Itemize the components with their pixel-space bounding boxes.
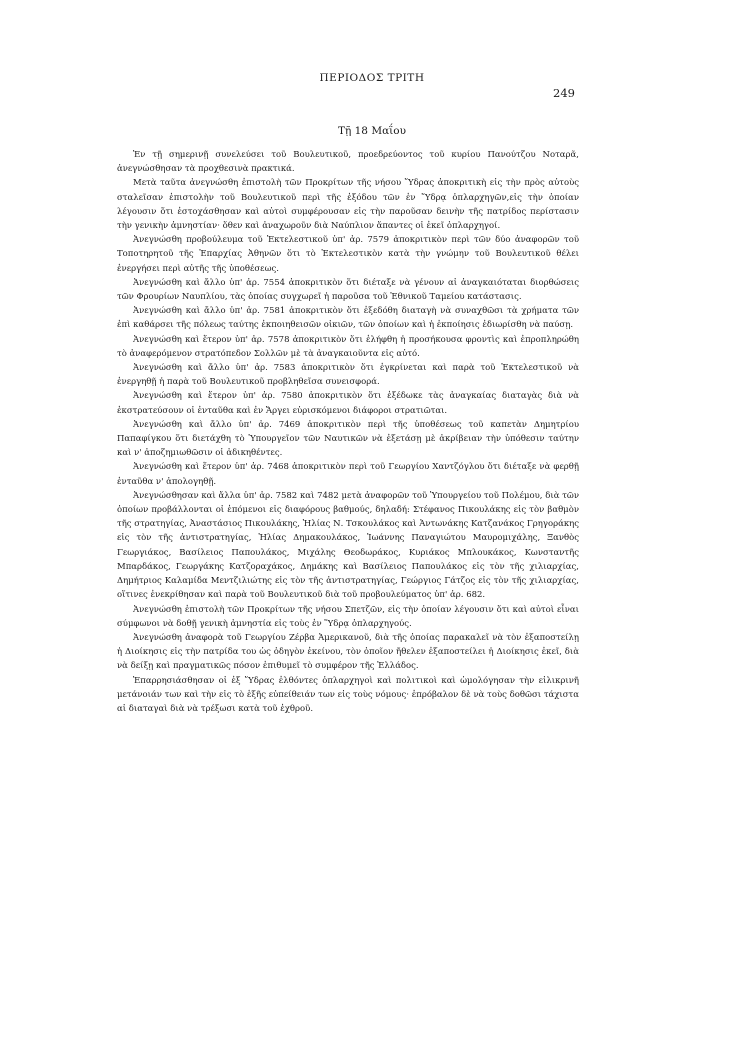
paragraph-proposal-7583: Ἀνεγνώσθη καὶ ἄλλο ὑπ' ἀρ. 7583 ἀποκριτικὸν ὅτι ἐγκρίνεται καὶ παρὰ τοῦ Ἐκτελεστικοῦ νὰ ἐνεργηθῇ ἡ παρὰ τοῦ Βουλευτικοῦ προβληθεῖσα συνεισφορά. — [117, 363, 579, 388]
paragraph-promotions: Ἀνεγνώσθησαν καὶ ἄλλα ὑπ' ἀρ. 7582 καὶ 7482 μετὰ ἀναφορῶν τοῦ Ὑπουργείου τοῦ Πολέμου, διὰ τῶν ὁποίων προβάλλονται οἱ ἑπόμενοι εἰς διαφόρους βαθμούς, δηλαδή: Στέφανος Πικουλάκης εἰς τὸν βαθμὸν τῆς στρατηγίας, Ἀναστάσιος Πικουλάκης, Ἠλίας Ν. Τσκουλάκος καὶ Ἀντωνάκης Κατζανάκος Γρηγοράκης εἰς τὸν τῆς ἀντιστρατηγίας, Ἠλίας Δημακουλάκος, Ἰωάννης Παναγιώτου Μαυρομιχάλης, Ξανθὸς Γεωργιάκος, Βασίλειος Παπουλάκος, Μιχάλης Θεοδωράκος, Κυριάκος Μπλουκάκος, Κωνσταντῆς Μπαρδάκος, Γεωργάκης Κατζοραχάκος, Δημάκης καὶ Βασίλειος Παπουλάκος εἰς τὸν τῆς χιλιαρχίας, Δημήτριος Καλαμίδα Μεντζιλιώτης εἰς τὸν τῆς ἀντιστρατηγίας, Γεώργιος Γάτζος εἰς τὸν τῆς χιλιαρχίας, οἵτινες ἐνεκρίθησαν καὶ παρὰ τοῦ Βουλευτικοῦ διὰ τοῦ προβουλεύματος ὑπ' ἀρ. 682. — [117, 490, 579, 601]
page-number: 249 — [553, 86, 575, 100]
paragraph-proposal-7469: Ἀνεγνώσθη καὶ ἄλλο ὑπ' ἀρ. 7469 ἀποκριτικὸν περὶ τῆς ὑποθέσεως τοῦ καπετὰν Δημητρίου Παπαφίγκου ὅτι διετάχθη τὸ Ὑπουργεῖον τῶν Ναυτικῶν νὰ ἐξετάσῃ μὲ ἀκρίβειαν τὴν ὑπόθεσιν ταύτην καὶ ν' ἀποζημιωθῶσιν οἱ ἀδικηθέντες. — [117, 419, 579, 459]
paragraph-opening: Ἐν τῇ σημερινῇ συνελεύσει τοῦ Βουλευτικοῦ, προεδρεύοντος τοῦ κυρίου Πανούτζου Νοταρᾶ, ἀνεγνώσθησαν τὰ προχθεσινὰ πρακτικά. — [117, 150, 579, 175]
running-header-title: ΠΕΡΙΟΔΟΣ ΤΡΙΤΗ — [319, 72, 425, 84]
paragraph-proposal-7554: Ἀνεγνώσθη καὶ ἄλλο ὑπ' ἀρ. 7554 ἀποκριτικὸν ὅτι διέταξε νὰ γένουν αἱ ἀναγκαιόταται διορθώσεις τῶν Φρουρίων Ναυπλίου, τὰς ὁποίας συγχωρεῖ ἡ παροῦσα τοῦ Ἐθνικοῦ Ταμείου κατάστασις. — [117, 277, 579, 303]
paragraph-proposal-7578: Ἀνεγνώσθη καὶ ἕτερον ὑπ' ἀρ. 7578 ἀποκριτικὸν ὅτι ἐλήφθη ἡ προσήκουσα φροντὶς καὶ ἐπροπληρώθη τὸ ἀναφερόμενον στρατόπεδον Σολλῶν μὲ τὰ ἀναγκαιοῦντα εἰς αὐτό. — [117, 334, 579, 359]
paragraph-proposal-7580: Ἀνεγνώσθη καὶ ἕτερον ὑπ' ἀρ. 7580 ἀποκριτικὸν ὅτι ἐξέδωκε τὰς ἀναγκαίας διαταγὰς διὰ νὰ ἐκστρατεύσουν οἱ ἐνταῦθα καὶ ἐν Ἄργει εὑρισκόμενοι διάφοροι στρατιῶται. — [117, 391, 579, 416]
paragraph-spetses-letter: Ἀνεγνώσθη ἐπιστολὴ τῶν Προκρίτων τῆς νήσου Σπετζῶν, εἰς τὴν ὁποίαν λέγουσιν ὅτι καὶ αὐτοὶ εἶναι σύμφωνοι νὰ δοθῇ γενικὴ ἀμνηστία εἰς τοὺς ἐν Ὕδρᾳ ὁπλαρχηγούς. — [117, 604, 579, 629]
paragraph-proposal-7579: Ἀνεγνώσθη προβούλευμα τοῦ Ἐκτελεστικοῦ ὑπ' ἀρ. 7579 ἀποκριτικὸν περὶ τῶν δύο ἀναφορῶν τοῦ Τοποτηρητοῦ τῆς Ἐπαρχίας Ἀθηνῶν ὅτι τὸ Ἐκτελεστικὸν κατὰ τὴν γνώμην τοῦ Βουλευτικοῦ θέλει ἐνεργήσει περὶ αὐτῆς τῆς ὑποθέσεως. — [117, 235, 579, 274]
paragraph-proposal-7468: Ἀνεγνώσθη καὶ ἕτερον ὑπ' ἀρ. 7468 ἀποκριτικὸν περὶ τοῦ Γεωργίου Χαντζόγλου ὅτι διέταξε νὰ φερθῇ ἐνταῦθα ν' ἀπολογηθῇ. — [117, 462, 579, 487]
minutes-body — [117, 148, 579, 716]
paragraph-zerva-petition: Ἀνεγνώσθη ἀναφορὰ τοῦ Γεωργίου Ζέρβα Ἀμερικανοῦ, διὰ τῆς ὁποίας παρακαλεῖ νὰ τὸν ἐξαποστείλῃ ἡ Διοίκησις εἰς τὴν πατρίδα του ὡς ὁδηγὸν ἐκείνου, τὸν ὁποῖον ἤθελεν ἐξαποστείλει ἡ Διοίκησις ἐκεῖ, διὰ νὰ δείξῃ καὶ πραγματικῶς πόσον ἐπιθυμεῖ τὸ συμφέρον τῆς Ἑλλάδος. — [117, 632, 579, 672]
paragraph-hydra-chiefs: Ἐπαρρησιάσθησαν οἱ ἐξ Ὕδρας ἐλθόντες ὁπλαρχηγοὶ καὶ πολιτικοὶ καὶ ὡμολόγησαν τὴν εἰλικρινῆ μετάνοιάν των καὶ τὴν εἰς τὸ ἑξῆς εὐπείθειάν των εἰς τοὺς νόμους· ἐπρόβαλον δὲ νὰ τοὺς δοθῶσι τάχιστα αἱ διαταγαὶ διὰ νὰ τρέξωσι κατὰ τοῦ ἐχθροῦ. — [117, 675, 579, 714]
paragraph-hydra-letter: Μετὰ ταῦτα ἀνεγνώσθη ἐπιστολὴ τῶν Προκρίτων τῆς νήσου Ὕδρας ἀποκριτικὴ εἰς τὴν πρὸς αὐτοὺς σταλεῖσαν ἐπιστολὴν τοῦ Βουλευτικοῦ περὶ τῆς ἐξόδου τῶν ἐν Ὕδρᾳ ὁπλαρχηγῶν,εἰς τὴν ὁποίαν λέγουσιν ὅτι ἐστοχάσθησαν καὶ αὐτοὶ συμφέρουσαν εἰς τὴν παροῦσαν δεινὴν τῆς πατρίδος περίστασιν τὴν γενικὴν ἀμνηστίαν· ὅθεν καὶ ἀναχωροῦν διὰ Ναύπλιον ἅπαντες οἱ ἐκεῖ ὁπλαρχηγοί. — [117, 178, 579, 232]
paragraph-proposal-7581: Ἀνεγνώσθη καὶ ἄλλο ὑπ' ἀρ. 7581 ἀποκριτικὸν ὅτι ἐξεδόθη διαταγὴ νὰ συναχθῶσι τὰ χρήματα τῶν ἐπὶ καθάρσει τῆς πόλεως ταύτης ἐκποιηθεισῶν οἰκιῶν, τῶν ὁποίων καὶ ἡ ἐκποίησις ἐδιωρίσθη νὰ παύσῃ. — [117, 306, 579, 331]
session-date-heading: Τῇ 18 Μαΐου — [338, 125, 406, 137]
